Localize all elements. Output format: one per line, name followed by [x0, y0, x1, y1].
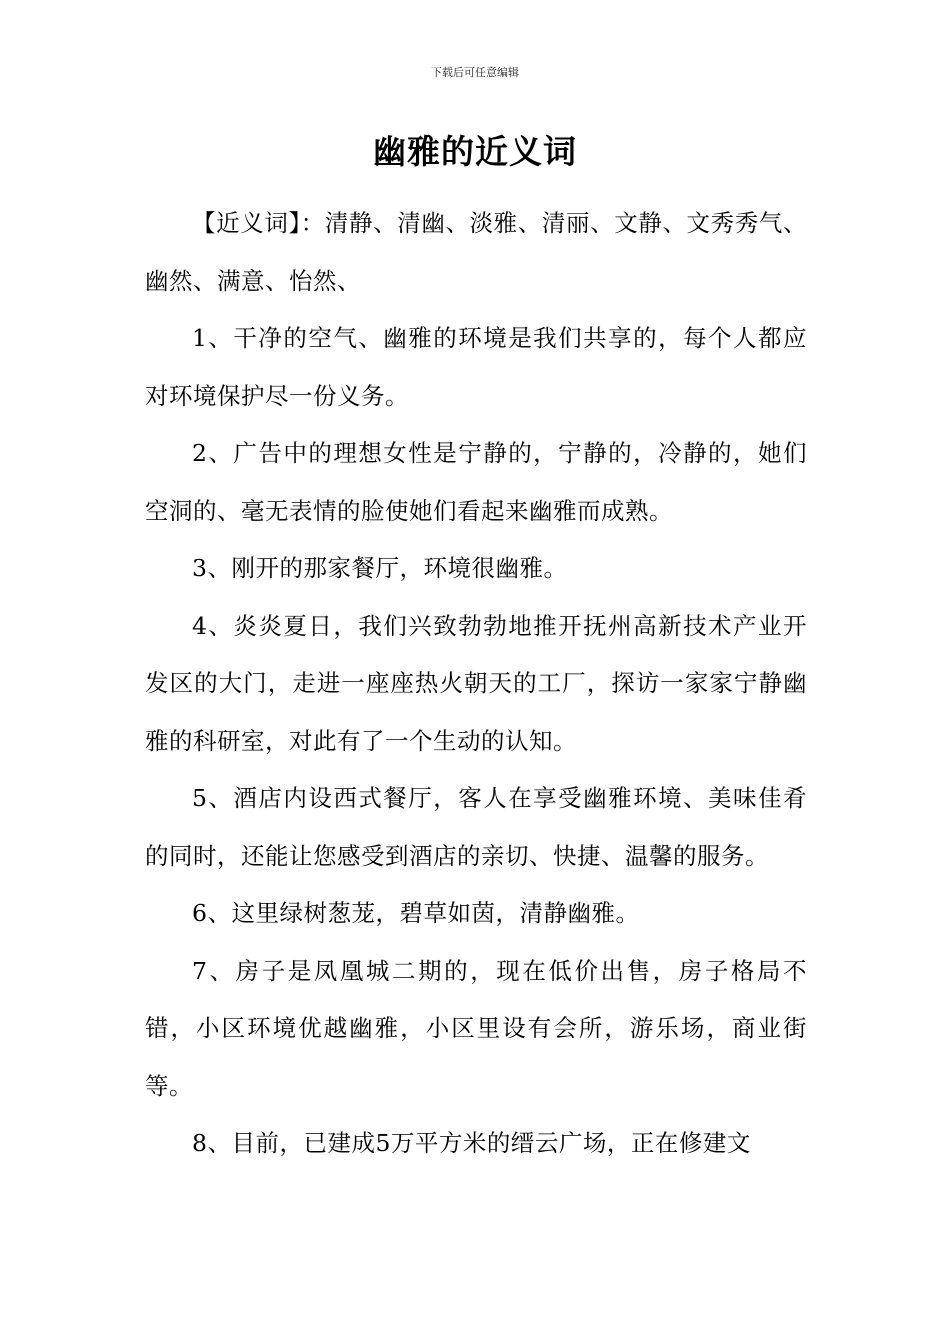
paragraph-example-6: 6、这里绿树葱茏，碧草如茵，清静幽雅。 — [192, 899, 640, 927]
document-body — [145, 195, 807, 1173]
paragraph-example-3: 3、刚开的那家餐厅，环境很幽雅。 — [192, 554, 568, 582]
paragraph-example-1: 1、干净的空气、幽雅的环境是我们共享的，每个人都应对环境保护尽一份义务。 — [145, 324, 807, 410]
paragraph-example-7: 7、房子是凤凰城二期的，现在低价出售，房子格局不错，小区环境优越幽雅，小区里设有会所，游乐场，商业街等。 — [145, 956, 807, 1100]
paragraph-example-2: 2、广告中的理想女性是宁静的，宁静的，冷静的，她们空洞的、毫无表情的脸使她们看起来幽雅而成熟。 — [145, 439, 807, 525]
paragraph-example-4: 4、炎炎夏日，我们兴致勃勃地推开抚州高新技术产业开发区的大门，走进一座座热火朝天的工厂，探访一家家宁静幽雅的科研室，对此有了一个生动的认知。 — [145, 611, 807, 755]
paragraph-example-5: 5、酒店内设西式餐厅，客人在享受幽雅环境、美味佳肴的同时，还能让您感受到酒店的亲切、快捷、温馨的服务。 — [145, 784, 807, 870]
document-title: 幽雅的近义词 — [373, 132, 577, 171]
paragraph-synonyms: 【近义词】：清静、清幽、淡雅、清丽、文静、文秀秀气、幽然、满意、怡然、 — [145, 209, 807, 295]
paragraph-example-8: 8、目前，已建成5万平方米的缙云广场，正在修建文 — [192, 1129, 751, 1157]
header-note: 下载后可任意编辑 — [431, 66, 519, 79]
